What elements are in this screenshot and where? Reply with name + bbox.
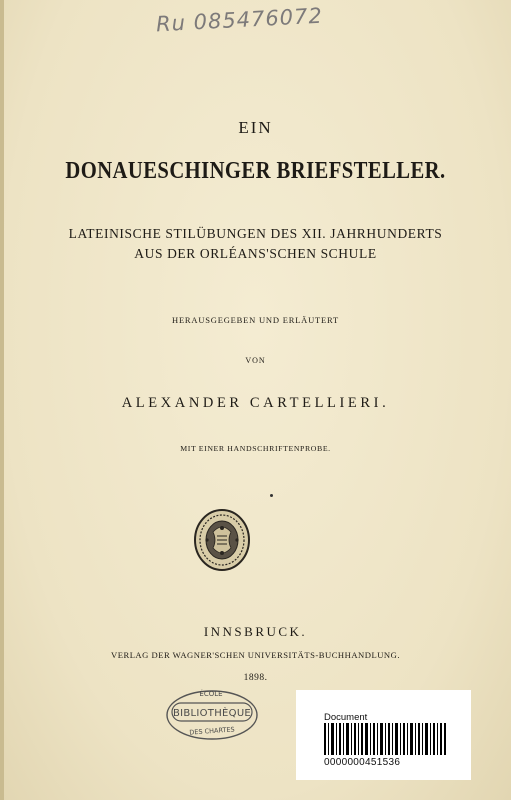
subtitle-line-1: LATEINISCHE STILÜBUNGEN DES XII. JAHRHUNDERTS — [68, 226, 443, 241]
edited-statement: HERAUSGEGEBEN UND ERLÄUTERT — [172, 315, 339, 325]
subtitle-line-2: AUS DER ORLÉANS'SCHEN SCHULE — [134, 246, 377, 261]
stamp-main-text: BIBLIOTHÈQUE — [172, 708, 252, 719]
stamp-bottom-text: DES CHARTES — [189, 725, 235, 737]
author-name: ALEXANDER CARTELLIERI. — [121, 395, 390, 411]
facsimile-note: MIT EINER HANDSCHRIFTENPROBE. — [180, 444, 331, 453]
title-prefix: EIN — [238, 118, 273, 137]
ink-speck — [270, 494, 273, 497]
barcode-label-title: Document — [324, 712, 368, 723]
stamp-top-text: ÉCOLE — [199, 690, 223, 698]
publication-place: INNSBRUCK. — [203, 624, 308, 639]
barcode-number: 0000000451536 — [324, 757, 401, 768]
publisher: VERLAG DER WAGNER'SCHEN UNIVERSITÄTS-BUCHHANDLUNG. — [111, 650, 400, 660]
printer-emblem-icon — [193, 508, 251, 572]
handwritten-shelfmark: Ru 085476072 — [155, 3, 324, 37]
publication-year: 1898. — [243, 673, 268, 683]
book-title: DONAUESCHINGER BRIEFSTELLER. — [65, 158, 446, 184]
by-statement: VON — [245, 356, 266, 365]
barcode-icon — [324, 723, 446, 755]
